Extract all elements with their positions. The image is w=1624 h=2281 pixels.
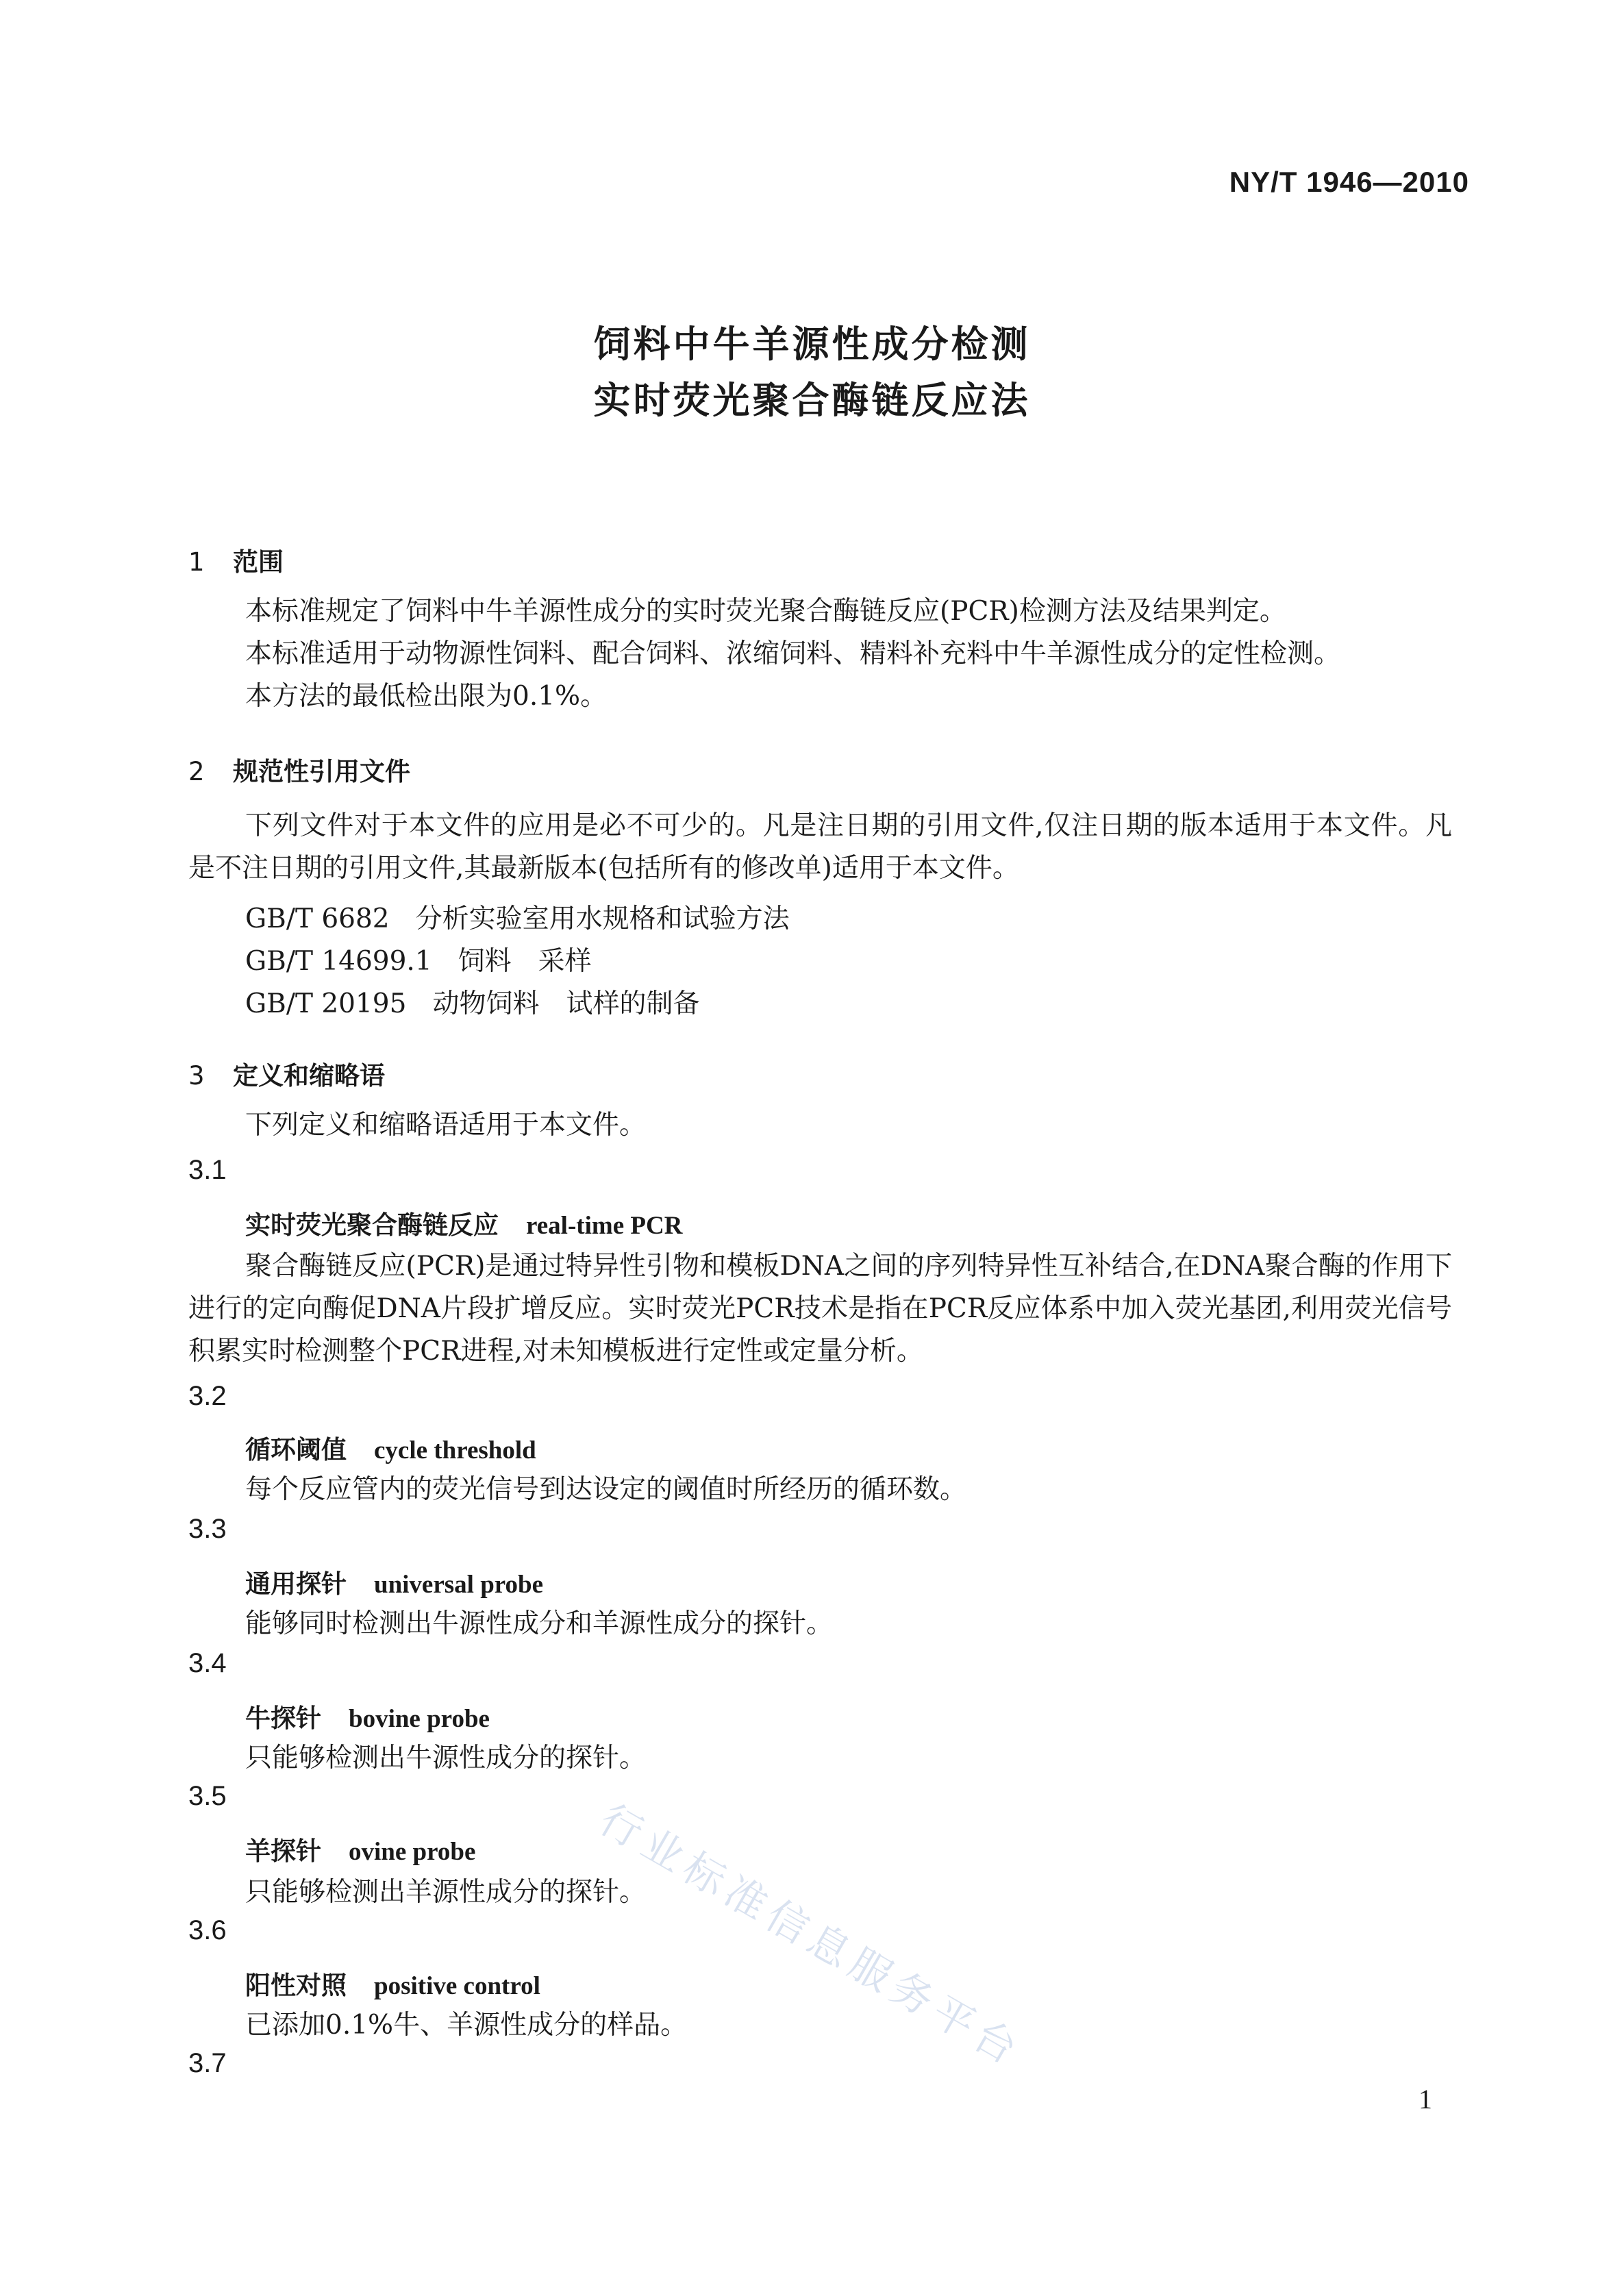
- page-number: 1: [1419, 2084, 1432, 2115]
- term-definition: 已添加0.1%牛、羊源性成分的样品。: [245, 2010, 688, 2041]
- section-number: 2: [188, 757, 205, 786]
- standard-code: NY/T 1946—2010: [1229, 166, 1469, 198]
- term-zh: 阳性对照: [245, 1971, 347, 2000]
- clause-number: 3.6: [188, 1915, 227, 1945]
- reference-title: 饲料 采样: [458, 946, 592, 977]
- title-line-2: 实时荧光聚合酶链反应法: [593, 379, 1031, 422]
- section-title: 定义和缩略语: [233, 1061, 385, 1090]
- reference-code: GB/T 14699.1: [245, 946, 432, 977]
- term-zh: 羊探针: [245, 1836, 321, 1866]
- term-zh: 循环阈值: [245, 1435, 347, 1464]
- watermark: 行业标准信息服务平台: [591, 1795, 1031, 2077]
- section-3-heading: [188, 1055, 385, 1092]
- term-entry: [245, 1830, 475, 1867]
- title-line-1: 饲料中牛羊源性成分检测: [593, 323, 1031, 366]
- term-en: bovine probe: [349, 1705, 490, 1733]
- term-zh: 通用探针: [245, 1569, 347, 1599]
- section-1-heading: [188, 541, 284, 578]
- term-en: ovine probe: [349, 1838, 476, 1866]
- term-definition: 每个反应管内的荧光信号到达设定的阈值时所经历的循环数。: [245, 1474, 967, 1505]
- term-en: cycle threshold: [374, 1436, 536, 1464]
- term-zh: 实时荧光聚合酶链反应: [245, 1210, 499, 1240]
- clause-number: 3.7: [188, 2048, 227, 2078]
- section-2-heading: [188, 751, 410, 788]
- clause-number: 3.4: [188, 1648, 227, 1678]
- definitions-intro: 下列定义和缩略语适用于本文件。: [245, 1110, 647, 1140]
- term-en: positive control: [374, 1972, 540, 2000]
- term-entry: [245, 1563, 543, 1600]
- clause-number: 3.2: [188, 1381, 227, 1411]
- term-entry: [245, 1965, 540, 2002]
- reference-title: 动物饲料 试样的制备: [432, 988, 700, 1019]
- section-number: 1: [188, 547, 205, 577]
- section-title: 规范性引用文件: [233, 757, 410, 786]
- reference-item: [245, 982, 699, 1021]
- clause-number: 3.3: [188, 1514, 227, 1544]
- reference-code: GB/T 6682: [245, 903, 390, 934]
- scope-line-2: 本标准适用于动物源性饲料、配合饲料、浓缩饲料、精料补充料中牛羊源性成分的定性检测。: [245, 638, 1341, 669]
- term-definition: 只能够检测出羊源性成分的探针。: [245, 1877, 647, 1908]
- term-entry: [245, 1697, 490, 1734]
- scope-line-1: 本标准规定了饲料中牛羊源性成分的实时荧光聚合酶链反应(PCR)检测方法及结果判定。: [245, 596, 1286, 627]
- section-number: 3: [188, 1061, 205, 1090]
- term-definition: 只能够检测出牛源性成分的探针。: [245, 1743, 647, 1773]
- scope-line-3: 本方法的最低检出限为0.1%。: [245, 681, 608, 712]
- clause-number: 3.1: [188, 1155, 227, 1185]
- term-zh: 牛探针: [245, 1704, 321, 1733]
- document-title: [0, 316, 1624, 429]
- references-intro: 下列文件对于本文件的应用是必不可少的。凡是注日期的引用文件,仅注日期的版本适用于本文件。凡是不注日期的引用文件,其最新版本(包括所有的修改单)适用于本文件。: [188, 810, 1452, 884]
- clause-number: 3.5: [188, 1781, 227, 1811]
- reference-item: [245, 897, 790, 936]
- reference-code: GB/T 20195: [245, 988, 407, 1019]
- term-en: real-time PCR: [526, 1212, 683, 1240]
- term-entry: [245, 1429, 536, 1466]
- section-title: 范围: [233, 547, 284, 577]
- term-entry: [245, 1204, 682, 1241]
- term-definition: 聚合酶链反应(PCR)是通过特异性引物和模板DNA之间的序列特异性互补结合,在DNA聚合酶的作用下进行的定向酶促DNA片段扩增反应。实时荧光PCR技术是指在PCR反应体系中加入荧光基团,利用荧光信号积累实时检测整个PCR进程,对未知模板进行定性或定量分析。: [188, 1251, 1452, 1367]
- reference-item: [245, 940, 592, 978]
- term-en: universal probe: [374, 1571, 544, 1599]
- reference-title: 分析实验室用水规格和试验方法: [415, 903, 790, 934]
- term-definition: 能够同时检测出牛源性成分和羊源性成分的探针。: [245, 1608, 834, 1639]
